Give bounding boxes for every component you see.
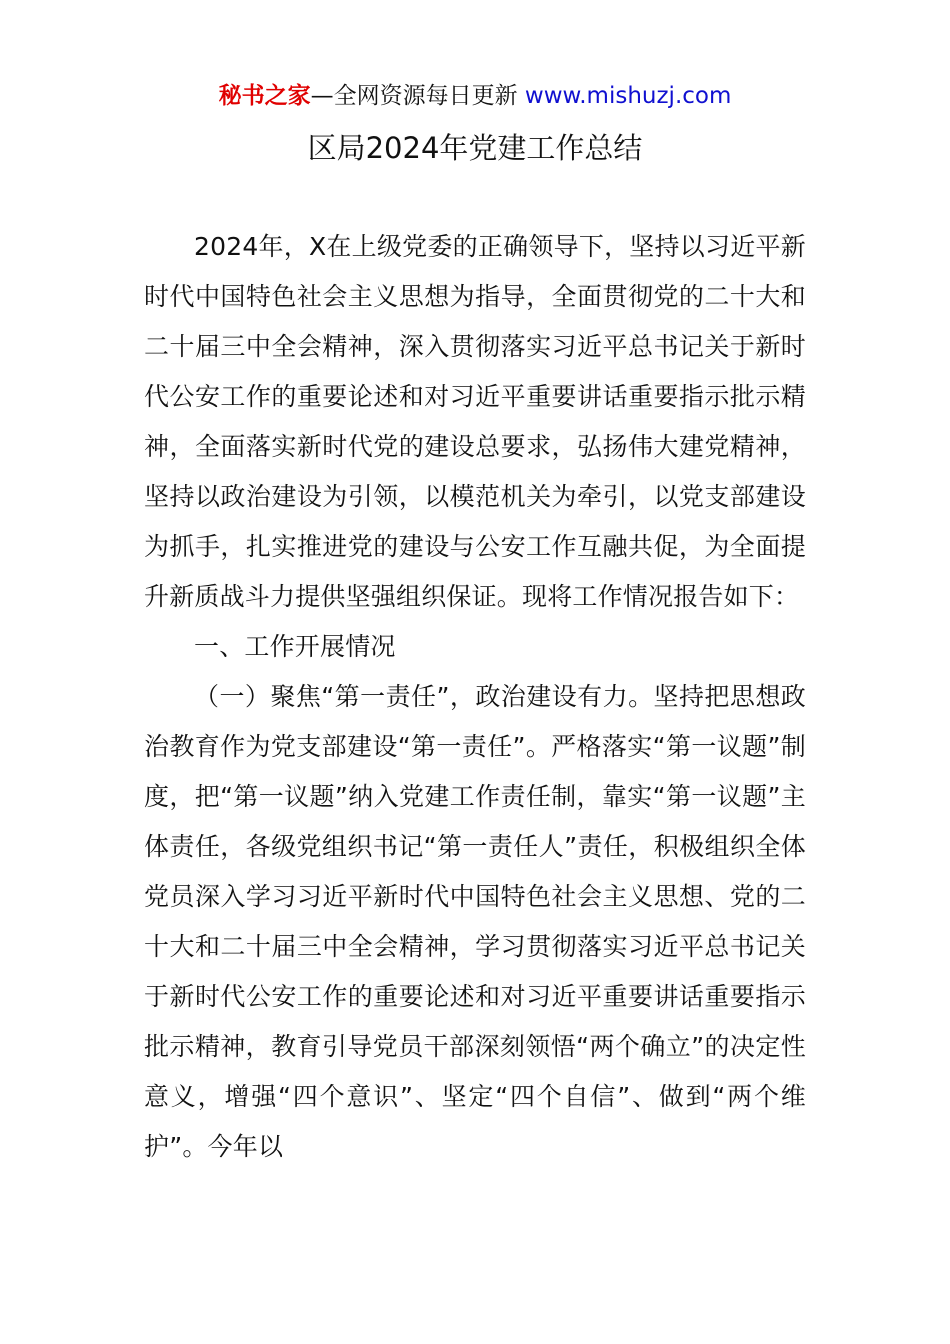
brand-name: 秘书之家 bbox=[218, 83, 311, 109]
document-title: 区局2024年党建工作总结 bbox=[307, 131, 643, 165]
body-paragraph: （一）聚焦“第一责任”，政治建设有力。坚持把思想政治教育作为党支部建设“第一责任”。严格落实“第一议题”制度，把“第一议题”纳入党建工作责任制，靠实“第一议题”主体责任，各级党组织书记“第一责任人”责任，积极组织全体党员深入学习习近平新时代中国特色社会主义思想、党的二十大和二十届三中全会精神，学习贯彻落实习近平总书记关于新时代公安工作的重要论述和对习近平重要讲话重要指示批示精神，教育引导党员干部深刻领悟“两个确立”的决定性意义，增强“四个意识”、坚定“四个自信”、做到“两个维护”。今年以 bbox=[144, 682, 806, 1161]
site-banner bbox=[0, 80, 950, 112]
document-body bbox=[144, 222, 806, 1172]
site-url-link[interactable]: www.mishuzj.com bbox=[524, 83, 732, 109]
banner-tagline: —全网资源每日更新 bbox=[310, 83, 518, 109]
intro-paragraph: 2024年，X在上级党委的正确领导下，坚持以习近平新时代中国特色社会主义思想为指导，全面贯彻党的二十大和二十届三中全会精神，深入贯彻落实习近平总书记关于新时代公安工作的重要论述和对习近平重要讲话重要指示批示精神，全面落实新时代党的建设总要求，弘扬伟大建党精神，坚持以政治建设为引领，以模范机关为牵引，以党支部建设为抓手，扎实推进党的建设与公安工作互融共促，为全面提升新质战斗力提供坚强组织保证。现将工作情况报告如下： bbox=[144, 232, 806, 611]
section-heading: 一、工作开展情况 bbox=[194, 632, 396, 661]
